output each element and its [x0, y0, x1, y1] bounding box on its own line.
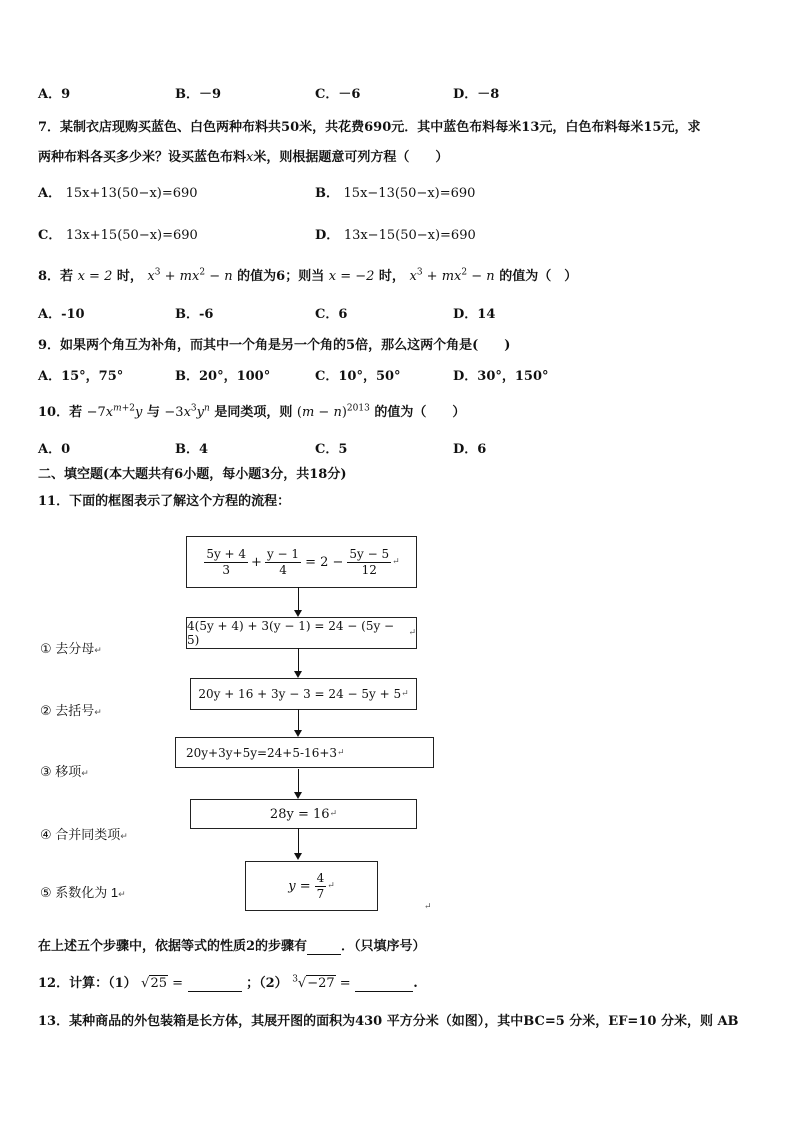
q13-stem: 13．某种商品的外包装箱是长方体，其展开图的面积为430 平方分米（如图），其中BC=5 分米，EF=10 分米，则 AB — [38, 1014, 739, 1029]
step-label-2: ② 去括号↵ — [40, 703, 102, 718]
q10-option-b: B．4 — [175, 442, 209, 457]
flow-box-equation: $\frac{5y + 4}{3}$ + $\frac{y - 1}{4}$ = 2 − $\frac{5y - 5}{12}$ ↵ — [186, 536, 417, 588]
q10-option-a: A．0 — [38, 442, 71, 457]
flow-box-step4: 28y = 16 ↵ — [190, 799, 417, 829]
q10-option-c: C．5 — [315, 442, 348, 457]
q9-stem: 9．如果两个角互为补角，而其中一个角是另一个角的5倍，那么这两个角是( ) — [38, 338, 511, 353]
flow-connector-1 — [298, 587, 299, 611]
q9-option-c: C．10°，50° — [315, 369, 401, 384]
section-title: 二、填空题(本大题共有6小题，每小题3分，共18分) — [38, 467, 347, 482]
q7-option-d: D． 13x−15(50−x)=690 — [315, 228, 476, 243]
step-label-1: ① 去分母↵ — [40, 641, 102, 656]
q7-option-b: B． 15x−13(50−x)=690 — [315, 186, 476, 201]
q11-intro: 11．下面的框图表示了解这个方程的流程： — [38, 494, 291, 509]
arrow-down-icon — [294, 610, 302, 617]
q6-option-d: D．－8 — [453, 87, 500, 102]
step-label-5: ⑤ 系数化为 1↵ — [40, 885, 126, 900]
arrow-down-icon — [294, 671, 302, 678]
q9-option-b: B．20°，100° — [175, 369, 271, 384]
q8-option-b: B．-6 — [175, 307, 214, 322]
q8-option-c: C．6 — [315, 307, 348, 322]
q8-option-d: D．14 — [453, 307, 496, 322]
answer-blank-2[interactable] — [355, 976, 413, 992]
q7-option-a: A． 15x+13(50−x)=690 — [38, 186, 198, 201]
q6-option-c: C．－6 — [315, 87, 361, 102]
q10-stem: 10．若 $-7x^{m+2}y$ 与 $-3x^3y^n$ 是同类项，则 $(m - n)^{2013}$ 的值为（ ） — [38, 403, 466, 420]
flow-box-step3: 20y+3y+5y=24+5-16+3 ↵ — [175, 737, 434, 768]
q9-option-a: A．15°，75° — [38, 369, 124, 384]
arrow-down-icon — [294, 730, 302, 737]
flow-box-step5: y = $\frac{4}{7}$ ↵ — [245, 861, 378, 911]
flow-connector-5 — [298, 828, 299, 854]
q6-option-a: A．9 — [38, 87, 71, 102]
flow-box-step1: 4(5y + 4) + 3(y − 1) = 24 − (5y − 5) ↵ — [187, 619, 416, 647]
arrow-down-icon — [294, 853, 302, 860]
answer-blank-1[interactable] — [188, 976, 242, 992]
flow-box-step2: 20y + 16 + 3y − 3 = 24 − 5y + 5 ↵ — [190, 678, 417, 710]
step-label-4: ④ 合并同类项↵ — [40, 827, 128, 842]
answer-blank[interactable] — [307, 939, 341, 955]
q7-option-c: C． 13x+15(50−x)=690 — [38, 228, 198, 243]
flow-connector-4 — [298, 769, 299, 793]
step-label-3: ③ 移项↵ — [40, 764, 89, 779]
q6-option-b: B．－9 — [175, 87, 222, 102]
q9-option-d: D．30°，150° — [453, 369, 549, 384]
q7-line1: 7．某制衣店现购买蓝色、白色两种布料共50米，共花费690元．其中蓝色布料每米13元，白色布料每米15元，求 — [38, 120, 701, 135]
flow-connector-3 — [298, 709, 299, 731]
return-mark: ↵ — [424, 902, 432, 912]
q12: 12．计算：（1） √25 = ；（2） $^3$√−27 = . — [38, 974, 418, 991]
flow-connector-2 — [298, 648, 299, 672]
q11-question: 在上述五个步骤中，依据等式的性质2的步骤有 ．（只填序号） — [38, 939, 426, 954]
arrow-down-icon — [294, 792, 302, 799]
q7-line2: 两种布料各买多少米？设买蓝色布料x米，则根据题意可列方程（ ） — [38, 150, 449, 165]
q8-stem: 8．若 x = 2 时， $x^3 + mx^2 - n$ 的值为6；则当 x = −2 时， $x^3 + mx^2 - n$ 的值为（ ） — [38, 267, 578, 284]
q10-option-d: D．6 — [453, 442, 487, 457]
q8-option-a: A．-10 — [38, 307, 85, 322]
